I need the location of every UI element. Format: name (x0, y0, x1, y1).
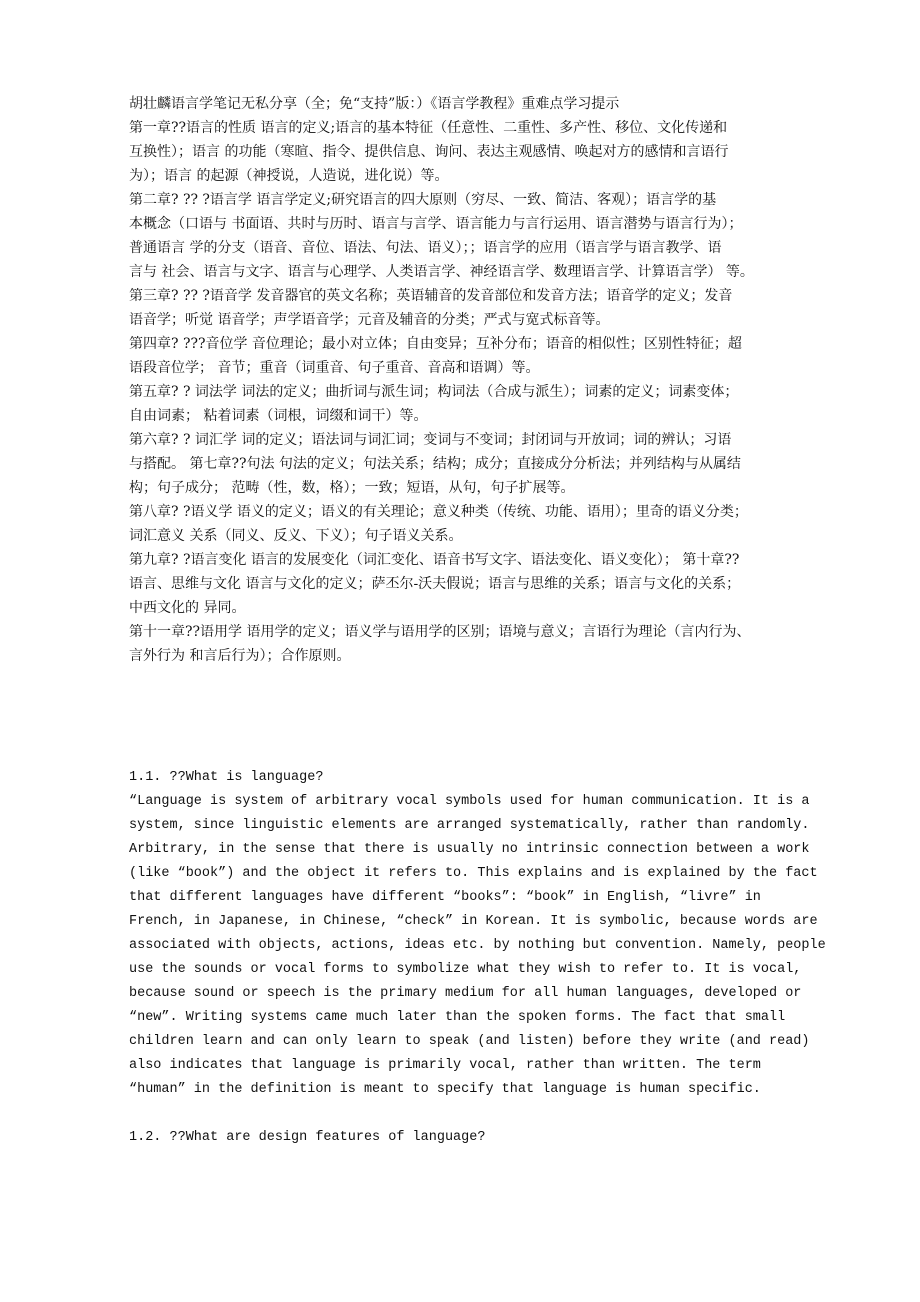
chapter-line: 第五章? ? 词法学 词法的定义；曲折词与派生词；构词法（合成与派生）；词素的定义；词素变体； (129, 384, 739, 400)
chapter-line: 第四章? ???音位学 音位理论；最小对立体；自由变异；互补分布；语音的相似性；区别性特征；超 (129, 336, 742, 352)
section-heading-1-1: 1.1. ??What is language? (129, 770, 324, 785)
english-section (129, 766, 829, 1150)
chapter-line: 与搭配。 第七章??句法 句法的定义；句法关系；结构；成分；直接成分分析法；并列结构与从属结 (129, 456, 741, 472)
chapter-line: 第八章? ?语义学 语义的定义；语义的有关理论；意义种类（传统、功能、语用）；里奇的语义分类； (129, 504, 748, 520)
paragraph-line: system, since linguistic elements are arranged systematically, rather than randomly. (129, 818, 810, 833)
chapter-line: 语段音位学； 音节；重音（词重音、句子重音、音高和语调）等。 (129, 360, 540, 376)
paragraph-line: “new”. Writing systems came much later than the spoken forms. The fact that small (129, 1010, 786, 1025)
paragraph-line: French, in Japanese, in Chinese, “check” in Korean. It is symbolic, because words are (129, 914, 818, 929)
chapter-line: 语音学；听觉 语音学；声学语音学；元音及辅音的分类；严式与宽式标音等。 (129, 312, 610, 328)
paragraph-line: Arbitrary, in the sense that there is usually no intrinsic connection between a work (129, 842, 810, 857)
chapter-line: 言与 社会、语言与文字、语言与心理学、人类语言学、神经语言学、数理语言学、计算语言学） 等。 (129, 264, 754, 280)
chapter-line: 第一章??语言的性质 语言的定义;语言的基本特征（任意性、二重性、多产性、移位、文化传递和 (129, 120, 728, 136)
chinese-study-notes (129, 92, 829, 668)
chapter-line: 第三章? ?? ?语音学 发音器官的英文名称；英语辅音的发音部位和发音方法；语音学的定义；发音 (129, 288, 733, 304)
blank-line (129, 1102, 829, 1126)
paragraph-line: that different languages have different “books”: “book” in English, “livre” in (129, 890, 761, 905)
paragraph-line: “Language is system of arbitrary vocal symbols used for human communication. It is a (129, 794, 810, 809)
chapter-line: 自由词素； 粘着词素（词根，词缀和词干）等。 (129, 408, 428, 424)
section-heading-1-2: 1.2. ??What are design features of language? (129, 1130, 486, 1145)
chapter-line: 本概念（口语与 书面语、共时与历时、语言与言学、语言能力与言行运用、语言潜势与语言行为）； (129, 216, 743, 232)
chapter-line: 第十一章??语用学 语用学的定义；语义学与语用学的区别；语境与意义；言语行为理论（言内行为、 (129, 624, 751, 640)
paragraph-line: also indicates that language is primarily vocal, rather than written. The term (129, 1058, 761, 1073)
chapter-line: 言外行为 和言后行为）；合作原则。 (129, 648, 351, 664)
document-title: 胡壮麟语言学笔记无私分享（全；免“支持”版：）《语言学教程》重难点学习提示 (129, 96, 620, 112)
chapter-line: 词汇意义 关系（同义、反义、下义）；句子语义关系。 (129, 528, 463, 544)
paragraph-line: (like “book”) and the object it refers to. This explains and is explained by the fact (129, 866, 818, 881)
paragraph-line: because sound or speech is the primary medium for all human languages, developed or (129, 986, 802, 1001)
chapter-line: 中西文化的 异同。 (129, 600, 246, 616)
paragraph-line: associated with objects, actions, ideas etc. by nothing but convention. Namely, people (129, 938, 826, 953)
chapter-line: 语言、思维与文化 语言与文化的定义；萨丕尔-沃夫假说；语言与思维的关系；语言与文化的关系； (129, 576, 741, 592)
chapter-line: 为）；语言 的起源（神授说，人造说，进化说）等。 (129, 168, 449, 184)
chapter-line: 第二章? ?? ?语言学 语言学定义;研究语言的四大原则（穷尽、一致、简洁、客观）；语言学的基 (129, 192, 717, 208)
paragraph-line: children learn and can only learn to speak (and listen) before they write (and read) (129, 1034, 810, 1049)
chapter-line: 第九章? ?语言变化 语言的发展变化（词汇变化、语音书写文字、语法变化、语义变化）； 第十章?? (129, 552, 740, 568)
chapter-line: 互换性）；语言 的功能（寒暄、指令、提供信息、询问、表达主观感情、唤起对方的感情和言语行 (129, 144, 729, 160)
chapter-line: 第六章? ? 词汇学 词的定义；语法词与词汇词；变词与不变词；封闭词与开放词；词的辨认；习语 (129, 432, 732, 448)
chapter-line: 构；句子成分； 范畴（性，数，格）；一致；短语，从句，句子扩展等。 (129, 480, 575, 496)
paragraph-line: “human” in the definition is meant to specify that language is human specific. (129, 1082, 761, 1097)
chapter-line: 普通语言 学的分支（语音、音位、语法、句法、语义）；；语言学的应用（语言学与语言教学、语 (129, 240, 722, 256)
paragraph-line: use the sounds or vocal forms to symbolize what they wish to refer to. It is vocal, (129, 962, 802, 977)
